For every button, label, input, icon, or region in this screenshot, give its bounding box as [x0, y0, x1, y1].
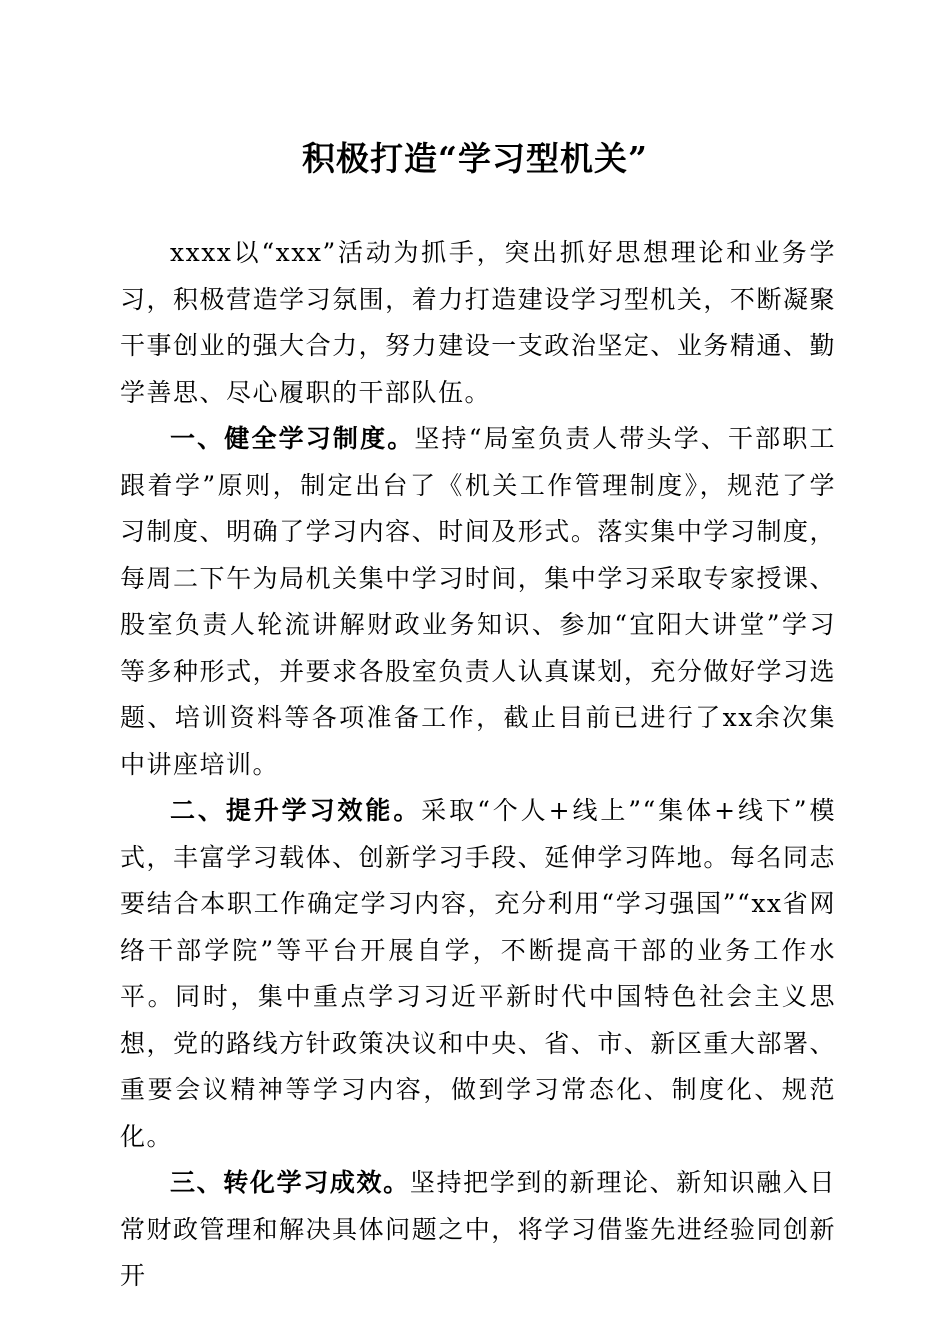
section-paragraph-3 [120, 1160, 836, 1300]
section-text-2: 采取“个人+线上”“集体+线下”模式，丰富学习载体、创新学习手段、延伸学习阵地。每名同志要结合本职工作确定学习内容，充分利用“学习强国”“xx省网络干部学院”等平台开展自学，不断提高干部的业务工作水平。同时，集中重点学习习近平新时代中国特色社会主义思想，党的路线方针政策决议和中央、省、市、新区重大部署、重要会议精神等学习内容，做到学习常态化、制度化、规范化。 [120, 796, 836, 1151]
section-paragraph-1 [120, 416, 836, 788]
section-paragraph-2 [120, 788, 836, 1160]
intro-paragraph: xxxx以“xxx”活动为抓手，突出抓好思想理论和业务学习，积极营造学习氛围，着力打造建设学习型机关，不断凝聚干事创业的强大合力，努力建设一支政治坚定、业务精通、勤学善思、尽心履职的干部队伍。 [120, 238, 836, 407]
document-body [120, 230, 836, 1300]
section-heading-3: 三、转化学习成效。 [170, 1168, 410, 1197]
section-heading-1: 一、健全学习制度。 [170, 424, 415, 453]
document-title: 积极打造“学习型机关” [302, 139, 648, 178]
section-text-1: 坚持“局室负责人带头学、干部职工跟着学”原则，制定出台了《机关工作管理制度》，规范了学习制度、明确了学习内容、时间及形式。落实集中学习制度，每周二下午为局机关集中学习时间，集中学习采取专家授课、股室负责人轮流讲解财政业务知识、参加“宜阳大讲堂”学习等多种形式，并要求各股室负责人认真谋划，充分做好学习选题、培训资料等各项准备工作，截止目前已进行了xx余次集中讲座培训。 [120, 424, 836, 779]
section-text-3: 坚持把学到的新理论、新知识融入日常财政管理和解决具体问题之中，将学习借鉴先进经验同创新开 [120, 1168, 836, 1290]
section-heading-2: 二、提升学习效能。 [170, 796, 422, 825]
